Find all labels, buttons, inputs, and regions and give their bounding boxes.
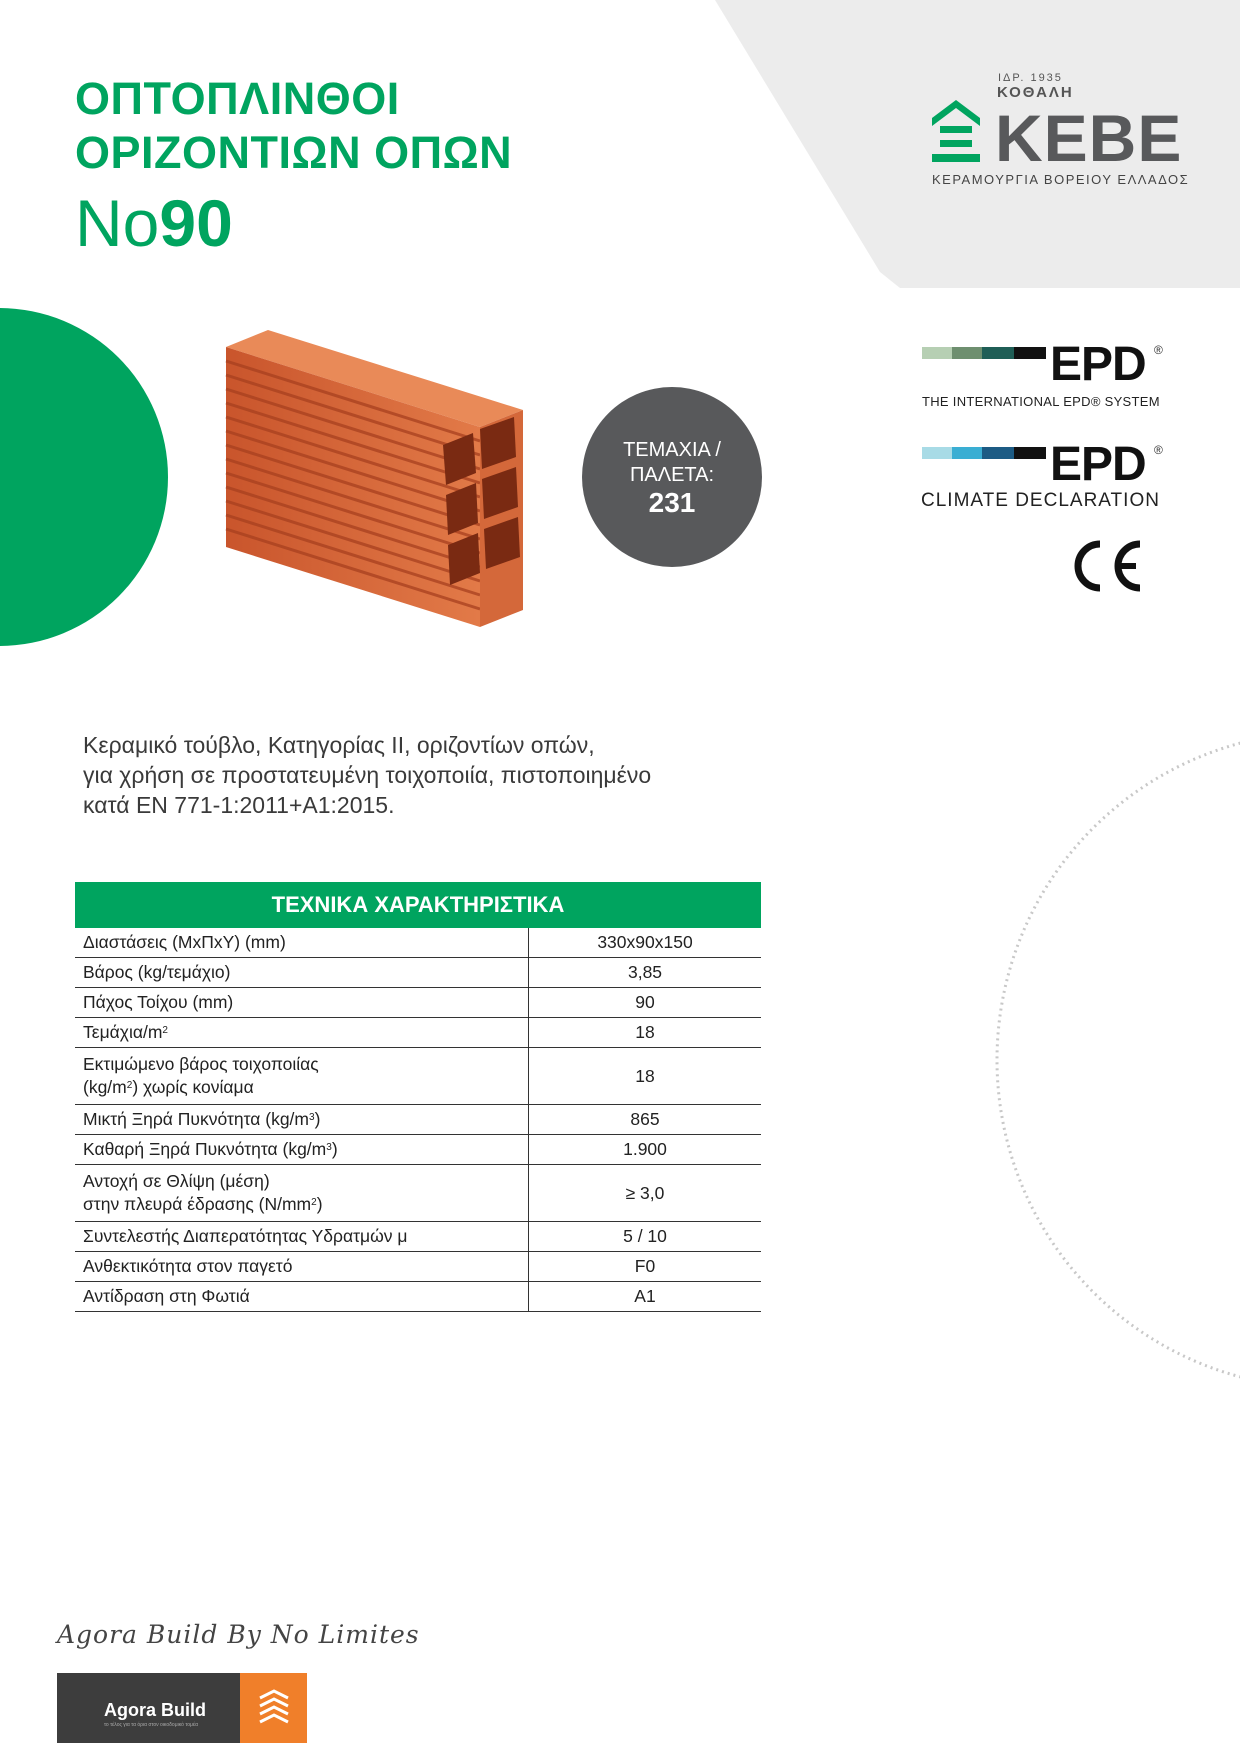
spec-label-text: ) χωρίς κονίαμα bbox=[132, 1077, 254, 1097]
table-row bbox=[75, 1222, 761, 1252]
product-description bbox=[83, 730, 783, 820]
agora-build-name: Agora Build bbox=[104, 1700, 206, 1720]
technical-specs-table bbox=[75, 882, 761, 1312]
spec-label bbox=[75, 1135, 529, 1165]
spec-value: 1.900 bbox=[529, 1135, 762, 1165]
model-number: 90 bbox=[159, 186, 233, 260]
brand-subtitle: ΚΕΡΑΜΟΥΡΓΙΑ ΒΟΡΕΙΟΥ ΕΛΛΑΔΟΣ bbox=[932, 172, 1190, 187]
table-row bbox=[75, 988, 761, 1018]
model-prefix: Νο bbox=[75, 186, 160, 260]
pallet-badge-line2: ΠΑΛΕΤΑ: bbox=[629, 464, 715, 486]
pallet-badge-line1: ΤΕΜΑΧΙΑ / bbox=[623, 439, 721, 461]
description-line2: για χρήση σε προστατευμένη τοιχοποιία, πιστοποιημένο bbox=[83, 762, 652, 788]
spec-value: ≥ 3,0 bbox=[529, 1165, 762, 1222]
spec-label: Αντίδραση στη Φωτιά bbox=[75, 1282, 529, 1312]
table-row bbox=[75, 928, 761, 958]
table-row bbox=[75, 1165, 761, 1222]
spec-label: Ανθεκτικότητα στον παγετό bbox=[75, 1252, 529, 1282]
spec-label: Βάρος (kg/τεμάχιο) bbox=[75, 958, 529, 988]
spec-value: 18 bbox=[529, 1048, 762, 1105]
epd-caption: THE INTERNATIONAL EPD® SYSTEM bbox=[922, 394, 1160, 409]
spec-label-text: ) bbox=[331, 1139, 338, 1159]
table-row bbox=[75, 1048, 761, 1105]
epd-caption: CLIMATE DECLARATION bbox=[921, 490, 1160, 511]
spec-label-text: Εκτιμώμενο βάρος τοιχοποιίας bbox=[83, 1054, 319, 1074]
spec-value: 5 / 10 bbox=[529, 1222, 762, 1252]
spec-value: 865 bbox=[529, 1105, 762, 1135]
brand-founded: ΙΔΡ. 1935 bbox=[998, 72, 1063, 84]
spec-label bbox=[75, 1018, 529, 1048]
spec-value: F0 bbox=[529, 1252, 762, 1282]
table-row bbox=[75, 1105, 761, 1135]
spec-label-text: στην πλευρά έδρασης (N/mm bbox=[83, 1194, 312, 1214]
spec-value: A1 bbox=[529, 1282, 762, 1312]
agora-script-logo: Agora Build By No Limites bbox=[57, 1620, 420, 1649]
spec-label bbox=[75, 1165, 529, 1222]
table-row bbox=[75, 1282, 761, 1312]
spec-label: Πάχος Τοίχου (mm) bbox=[75, 988, 529, 1018]
spec-label-text: ) bbox=[316, 1194, 323, 1214]
spec-label: Διαστάσεις (ΜxΠxΥ) (mm) bbox=[75, 928, 529, 958]
table-row bbox=[75, 1018, 761, 1048]
spec-label: Συντελεστής Διαπερατότητας Υδρατμών μ bbox=[75, 1222, 529, 1252]
spec-value: 330x90x150 bbox=[529, 928, 762, 958]
spec-label-sup: 2 bbox=[126, 1080, 133, 1091]
specs-table-header: ΤΕΧΝΙΚΑ ΧΑΡΑΚΤΗΡΙΣΤΙΚΑ bbox=[75, 882, 761, 928]
spec-label-text: Αντοχή σε Θλίψη (μέση) bbox=[83, 1171, 270, 1191]
epd-registered: ® bbox=[1154, 343, 1163, 357]
epd-mark: EPD bbox=[1050, 338, 1146, 391]
spec-label-sup: 2 bbox=[311, 1197, 317, 1208]
spec-label-sup: 3 bbox=[309, 1112, 315, 1123]
spec-label-sup: 3 bbox=[326, 1142, 332, 1153]
spec-label-text: Καθαρή Ξηρά Πυκνότητα (kg/m bbox=[83, 1139, 327, 1159]
spec-value: 3,85 bbox=[529, 958, 762, 988]
product-title-line1: ΟΠΤΟΠΛΙΝΘΟΙ bbox=[75, 73, 400, 124]
brand-family: ΚΟΘΑΛΗ bbox=[997, 84, 1074, 101]
spec-label bbox=[75, 1105, 529, 1135]
description-line1: Κεραμικό τούβλο, Κατηγορίας ΙΙ, οριζοντίων οπών, bbox=[83, 732, 595, 758]
table-row bbox=[75, 1252, 761, 1282]
brand-name: KEBE bbox=[995, 101, 1183, 175]
agora-stairs-icon bbox=[256, 1688, 292, 1728]
spec-label-text: ) bbox=[314, 1109, 321, 1129]
spec-label-text: Μικτή Ξηρά Πυκνότητα (kg/m bbox=[83, 1109, 309, 1129]
epd-mark: EPD bbox=[1050, 438, 1146, 491]
spec-label-sup: 2 bbox=[162, 1025, 168, 1036]
spec-label bbox=[75, 1048, 529, 1105]
spec-label-text: Τεμάχια/m bbox=[83, 1022, 163, 1042]
product-title-line2: ΟΡΙΖΟΝΤΙΩΝ ΟΠΩΝ bbox=[75, 127, 513, 178]
spec-value: 18 bbox=[529, 1018, 762, 1048]
description-line3: κατά EN 771-1:2011+A1:2015. bbox=[83, 792, 395, 818]
table-row bbox=[75, 1135, 761, 1165]
table-row bbox=[75, 958, 761, 988]
spec-label-text: (kg/m bbox=[83, 1077, 127, 1097]
pallet-badge-value: 231 bbox=[648, 487, 696, 518]
spec-value: 90 bbox=[529, 988, 762, 1018]
agora-build-tagline: το τέλος για τα όρια στον οικοδομικό τομέα bbox=[104, 1722, 198, 1728]
epd-registered: ® bbox=[1154, 443, 1163, 457]
